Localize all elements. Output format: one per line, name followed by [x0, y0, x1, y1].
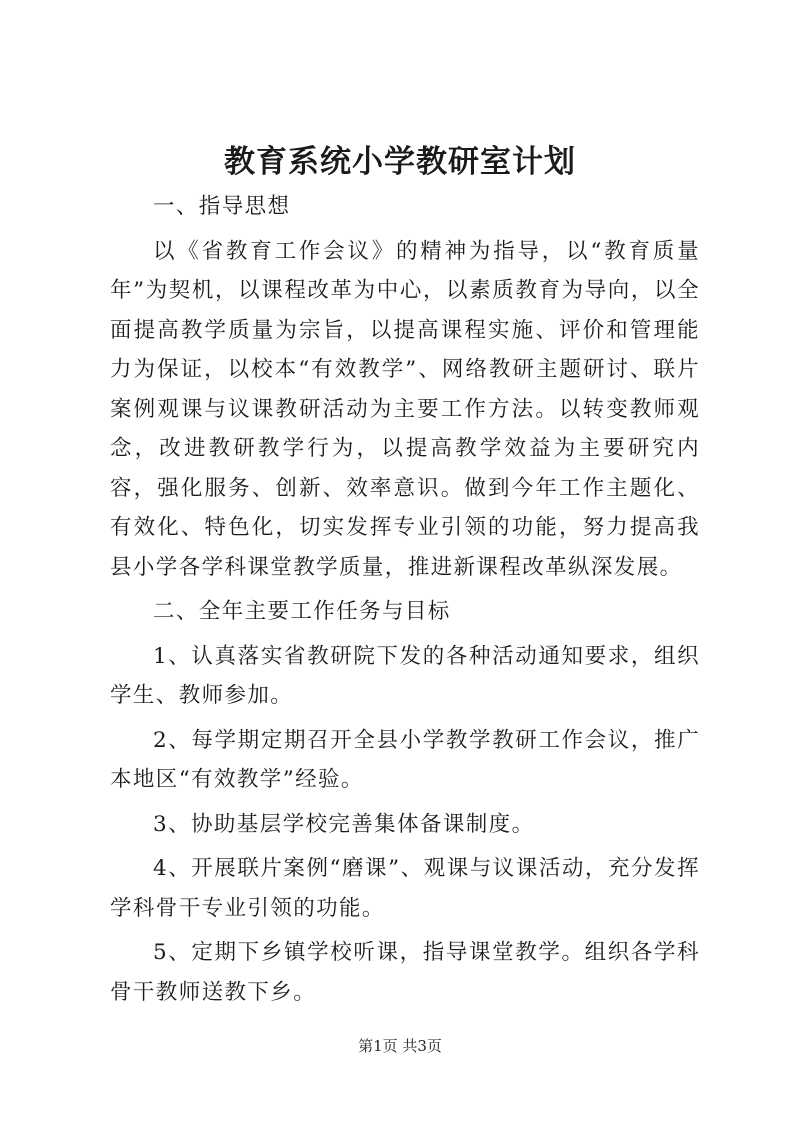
section-heading-guiding-ideology: 一、指导思想 — [153, 194, 291, 219]
paragraph-guiding-ideology: 以《省教育工作会议》的精神为指导，以“教育质量年”为契机，以课程改革为中心，以素质教育为导向，以全面提高教学质量为宗旨，以提高课程实施、评价和管理能力为保证，以校本“有效教学”、网络教研主题研讨、联片案例观课与议课教研活动为主要工作方法。以转变教师观念，改进教研教学行为，以提高教学效益为主要研究内容，强化服务、创新、效率意识。做到今年工作主题化、有效化、特色化，切实发挥专业引领的功能，努力提高我县小学各学科课堂教学质量，推进新课程改革纵深发展。 — [110, 238, 700, 580]
document-body — [110, 187, 700, 1017]
task-item-3: 3、协助基层学校完善集体备课制度。 — [153, 811, 535, 837]
task-item-2: 2、每学期定期召开全县小学教学教研工作会议，推广本地区“有效教学”经验。 — [110, 727, 700, 792]
task-item-5: 5、定期下乡镇学校听课，指导课堂教学。组织各学科骨干教师送教下乡。 — [110, 940, 700, 1005]
document-title: 教育系统小学教研室计划 — [224, 144, 576, 180]
task-item-4: 4、开展联片案例“磨课”、观课与议课活动，充分发挥学科骨干专业引领的功能。 — [110, 856, 700, 921]
task-item-1: 1、认真落实省教研院下发的各种活动通知要求，组织学生、教师参加。 — [110, 643, 700, 708]
page-footer: 第1页 共3页 — [358, 1037, 442, 1055]
section-heading-tasks-goals: 二、全年主要工作任务与目标 — [153, 599, 451, 624]
